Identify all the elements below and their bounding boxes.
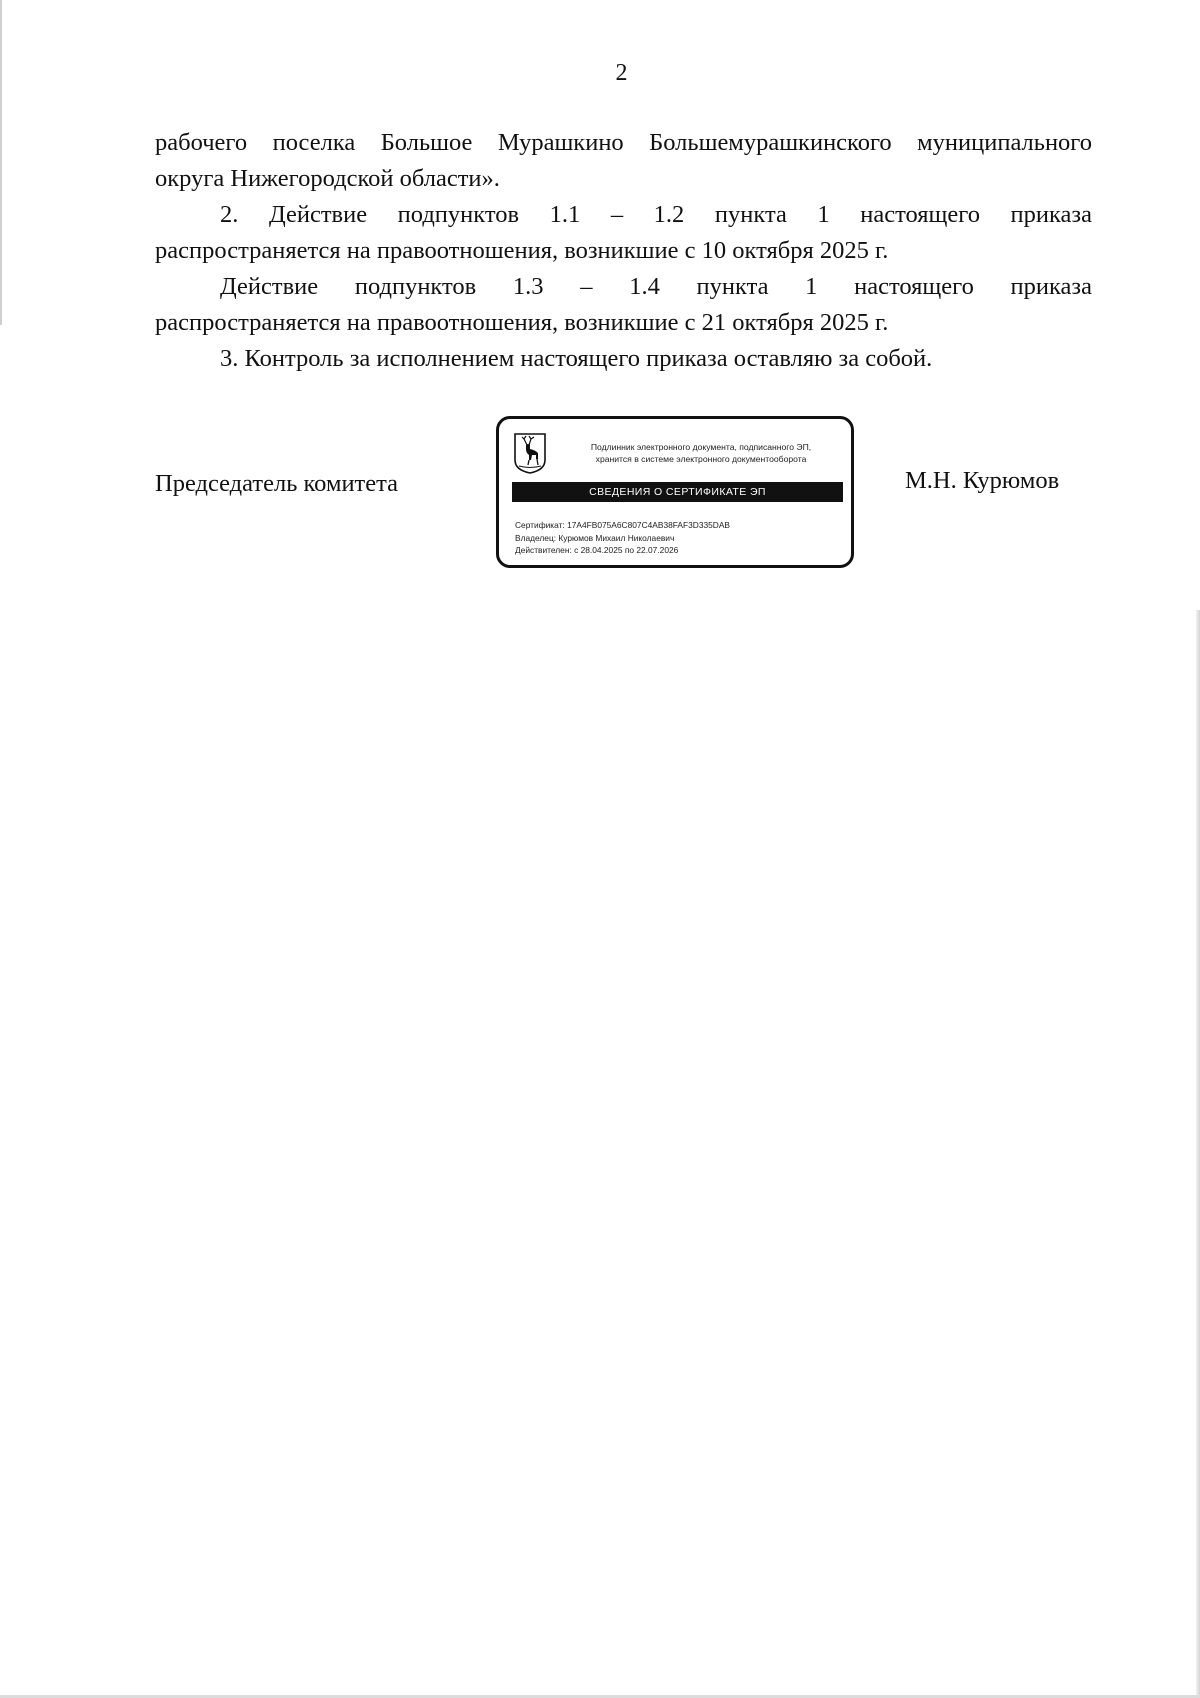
text-line: округа Нижегородской области». xyxy=(155,165,500,192)
certificate-owner: Владелец: Курюмов Михаил Николаевич xyxy=(515,532,675,543)
text-line: 2. Действие подпунктов 1.1 – 1.2 пункта 1 настоящего приказа xyxy=(220,201,1092,228)
stamp-header xyxy=(557,441,845,465)
stamp-header-line: Подлинник электронного документа, подписанного ЭП, xyxy=(590,442,812,452)
deer-emblem-icon xyxy=(513,432,547,474)
text-line: распространяется на правоотношения, возникшие с 10 октября 2025 г. xyxy=(155,237,889,264)
text-line: распространяется на правоотношения, возникшие с 21 октября 2025 г. xyxy=(155,309,889,336)
text-line: рабочего поселка Большое Мурашкино Большемурашкинского муниципального xyxy=(155,129,1092,156)
scan-edge-left xyxy=(0,0,2,325)
paragraph-continuation xyxy=(155,125,1092,197)
text-line: 3. Контроль за исполнением настоящего приказа оставляю за собой. xyxy=(220,345,933,372)
certificate-info-title: СВЕДЕНИЯ О СЕРТИФИКАТЕ ЭП xyxy=(512,482,843,502)
scan-edge-right xyxy=(1196,610,1200,1698)
electronic-signature-stamp xyxy=(496,416,854,568)
certificate-details xyxy=(515,519,845,557)
certificate-number: Сертификат: 17A4FB075A6C807C4AB38FAF3D335DAB xyxy=(515,520,731,530)
stamp-header-line: хранится в системе электронного документооборота xyxy=(595,454,807,464)
signatory-position: Председатель комитета xyxy=(155,470,399,497)
paragraph-item-2-cont xyxy=(155,269,1092,341)
text-line: Действие подпунктов 1.3 – 1.4 пункта 1 настоящего приказа xyxy=(220,273,1092,300)
paragraph-item-2 xyxy=(155,197,1092,269)
signatory-name: М.Н. Курюмов xyxy=(905,467,1060,494)
paragraph-item-3 xyxy=(155,341,1092,377)
page-number: 2 xyxy=(615,60,628,86)
certificate-validity: Действителен: с 28.04.2025 по 22.07.2026 xyxy=(515,545,679,555)
